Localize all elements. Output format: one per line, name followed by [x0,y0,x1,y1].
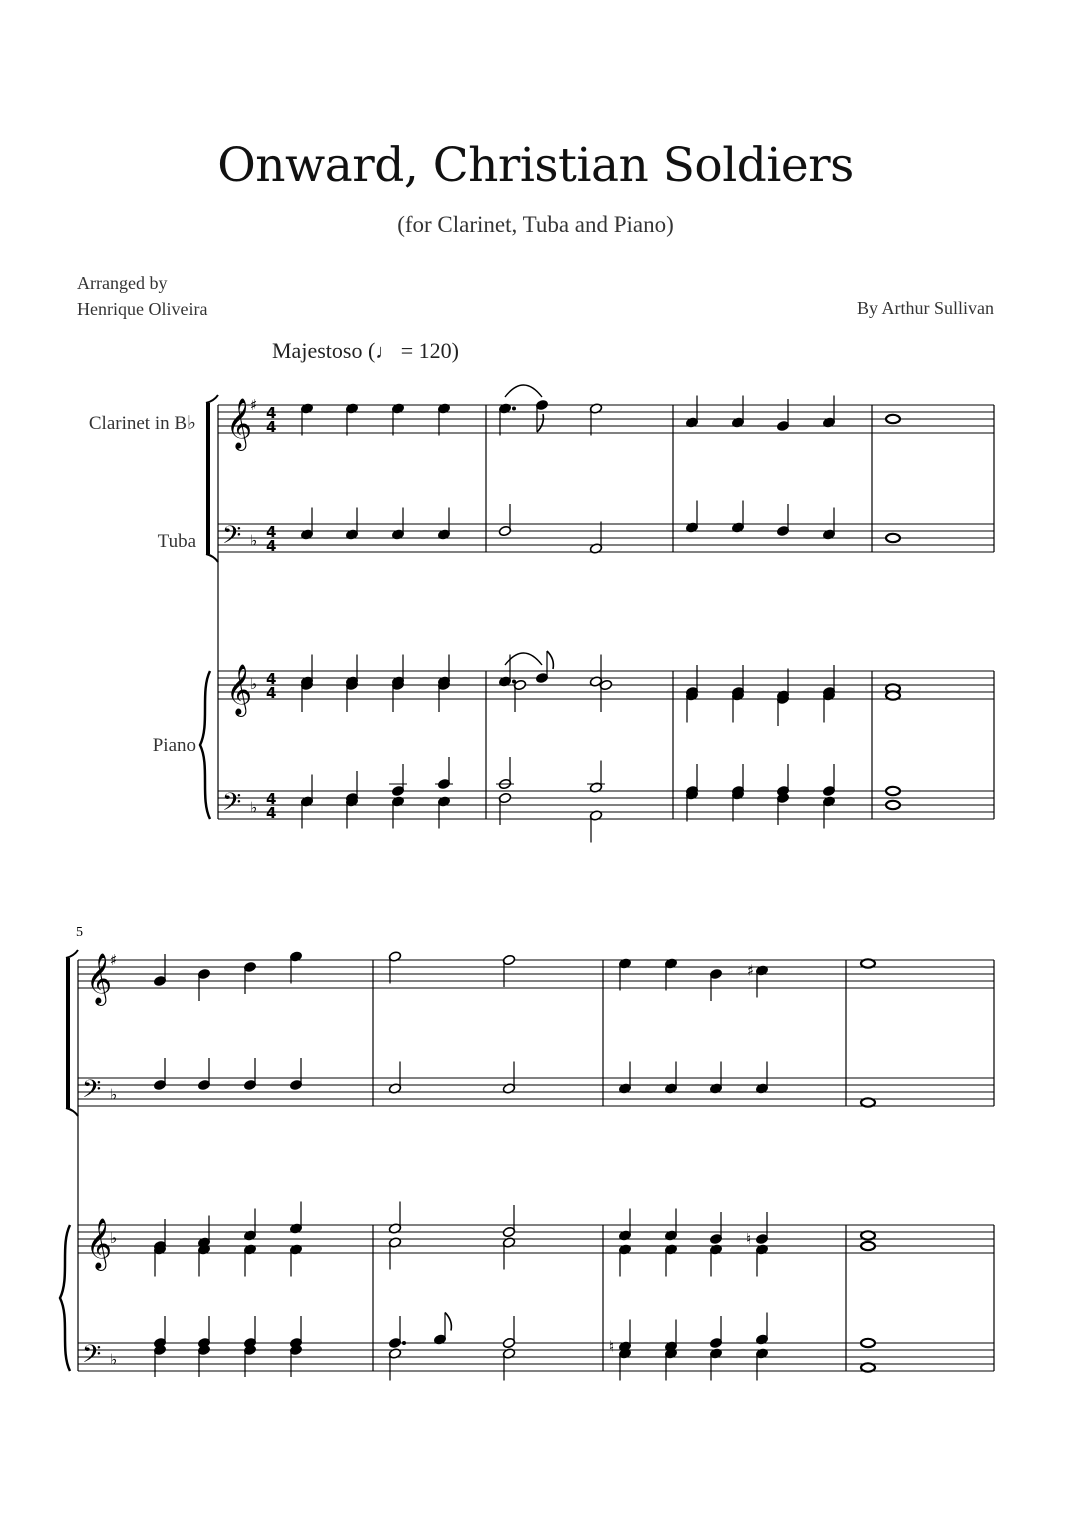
whole-note [886,801,900,809]
time-signature-bottom: 4 [266,418,277,436]
whole-note [861,1363,875,1371]
piano-brace [200,671,210,819]
whole-note [861,1231,875,1239]
eighth-flag [445,1313,451,1331]
eighth-flag [547,651,553,669]
whole-note [861,1339,875,1347]
arranger-label: Arranged by [77,273,168,293]
flat-icon: ♭ [250,798,258,817]
whole-note [861,1098,875,1106]
composer-credit: By Arthur Sullivan [856,298,994,318]
whole-note [886,787,900,795]
time-signature-top: 4 [266,523,277,541]
bass-clef-icon: 𝄢 [222,521,242,556]
sharp-icon: ♯ [250,396,258,414]
flat-icon: ♭ [250,531,258,550]
bracket-hook-bottom [206,554,218,562]
time-signature-bottom: 4 [266,537,277,555]
tempo-value: = 120) [395,338,459,363]
flat-icon: ♭ [110,1229,118,1247]
whole-note [886,534,900,542]
page-title: Onward, Christian Soldiers [217,138,854,193]
treble-clef-icon: 𝄞 [226,664,253,715]
treble-clef-icon: 𝄞 [86,953,113,1004]
piano-label: Piano [152,735,196,756]
bracket-hook-top [66,950,78,958]
time-signature-bottom: 4 [266,804,277,822]
bass-clef-icon: 𝄢 [82,1075,102,1110]
flat-icon: ♭ [250,675,258,693]
natural-icon: ♮ [746,1230,752,1248]
measure-number: 5 [76,925,83,940]
treble-clef-icon: 𝄞 [86,1218,113,1269]
whole-note [861,1242,875,1250]
eighth-flag [537,414,543,432]
quarter-note-icon: ♩ [375,341,396,363]
bracket-hook-bottom [66,1108,78,1116]
piano-brace [60,1225,70,1371]
flat-icon: ♭ [110,1085,118,1104]
tuba-label: Tuba [157,531,196,552]
natural-icon: ♮ [609,1337,615,1356]
augmentation-dot [512,407,516,411]
whole-note [861,959,875,967]
arranger-name: Henrique Oliveira [77,299,208,319]
tempo-text: Majestoso ( [272,338,376,363]
sharp-icon: ♯ [110,951,118,969]
treble-clef-icon: 𝄞 [226,398,253,449]
sharp-icon: ♯ [747,961,755,980]
bracket-hook-top [206,395,218,403]
augmentation-dot [402,1341,406,1345]
slur [505,385,542,397]
time-signature-bottom: 4 [266,684,277,702]
clarinet-label: Clarinet in B♭ [88,413,196,434]
flat-icon: ♭ [110,1350,118,1369]
bass-clef-icon: 𝄢 [82,1340,102,1375]
time-signature-top: 4 [266,670,277,688]
whole-note [886,415,900,423]
time-signature-top: 4 [266,404,277,422]
page-subtitle: (for Clarinet, Tuba and Piano) [397,212,674,237]
bass-clef-icon: 𝄢 [222,788,242,823]
whole-note [886,691,900,699]
time-signature-top: 4 [266,790,277,808]
